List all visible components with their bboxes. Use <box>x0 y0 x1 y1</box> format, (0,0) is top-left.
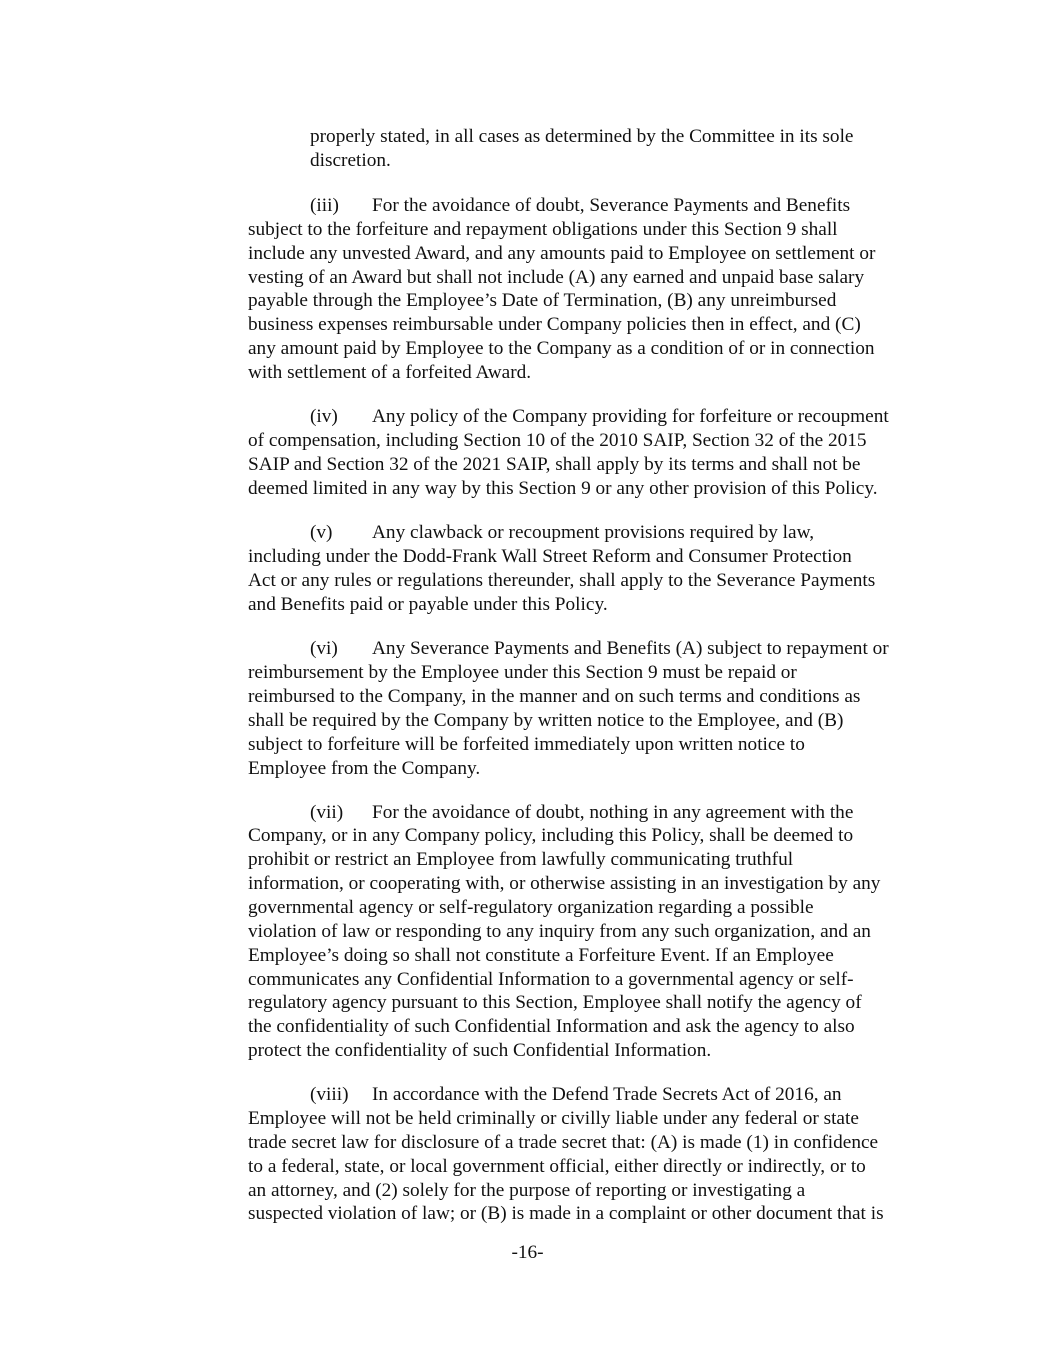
paragraph-number: (iii) <box>310 195 339 216</box>
paragraph-line: of compensation, including Section 10 of the 2010 SAIP, Section 32 of the 2015 <box>248 430 867 451</box>
paragraph-line: regulatory agency pursuant to this Section, Employee shall notify the agency of <box>248 992 862 1013</box>
paragraph-line: payable through the Employee’s Date of Termination, (B) any unreimbursed <box>248 290 837 311</box>
page-number: -16- <box>511 1242 544 1263</box>
paragraph-line: violation of law or responding to any inquiry from any such organization, and an <box>248 921 871 942</box>
paragraph-line: reimbursed to the Company, in the manner and on such terms and conditions as <box>248 686 861 707</box>
paragraph-text: For the avoidance of doubt, Severance Payments and Benefits <box>372 195 851 216</box>
paragraph-line: Act or any rules or regulations thereunder, shall apply to the Severance Payments <box>248 570 876 591</box>
paragraph-line: prohibit or restrict an Employee from lawfully communicating truthful <box>248 849 794 870</box>
paragraph-text: Any policy of the Company providing for forfeiture or recoupment <box>372 406 889 427</box>
paragraph-text: In accordance with the Defend Trade Secrets Act of 2016, an <box>372 1084 842 1105</box>
paragraph-line: SAIP and Section 32 of the 2021 SAIP, shall apply by its terms and shall not be <box>248 454 861 475</box>
paragraph-line: Employee’s doing so shall not constitute a Forfeiture Event. If an Employee <box>248 945 834 966</box>
paragraph-number: (viii) <box>310 1084 349 1105</box>
paragraph-text: Any clawback or recoupment provisions required by law, <box>372 522 815 543</box>
paragraph-line: an attorney, and (2) solely for the purpose of reporting or investigating a <box>248 1180 806 1201</box>
paragraph-line: any amount paid by Employee to the Company as a condition of or in connection <box>248 338 875 359</box>
paragraph-line: subject to forfeiture will be forfeited immediately upon written notice to <box>248 734 805 755</box>
paragraph-line: suspected violation of law; or (B) is made in a complaint or other document that is <box>248 1203 884 1224</box>
paragraph-line: and Benefits paid or payable under this Policy. <box>248 594 608 615</box>
paragraph-text: For the avoidance of doubt, nothing in any agreement with the <box>372 802 854 823</box>
paragraph-line: with settlement of a forfeited Award. <box>248 362 532 383</box>
paragraph-line: trade secret law for disclosure of a trade secret that: (A) is made (1) in confidence <box>248 1132 879 1153</box>
paragraph-line: Employee from the Company. <box>248 758 481 779</box>
paragraph-line: subject to the forfeiture and repayment obligations under this Section 9 shall <box>248 219 838 240</box>
paragraph-line: communicates any Confidential Information to a governmental agency or self- <box>248 969 854 990</box>
paragraph-text: Any Severance Payments and Benefits (A) subject to repayment or <box>372 638 889 659</box>
paragraph-line: business expenses reimbursable under Company policies then in effect, and (C) <box>248 314 861 335</box>
paragraph-number: (vi) <box>310 638 338 659</box>
paragraph-line: Company, or in any Company policy, including this Policy, shall be deemed to <box>248 825 854 846</box>
paragraph-line: to a federal, state, or local government official, either directly or indirectly, or to <box>248 1156 866 1177</box>
paragraph-number: (iv) <box>310 406 338 427</box>
paragraph-line: including under the Dodd-Frank Wall Street Reform and Consumer Protection <box>248 546 852 567</box>
paragraph-number: (vii) <box>310 802 344 823</box>
paragraph-line: vesting of an Award but shall not include (A) any earned and unpaid base salary <box>248 267 865 288</box>
paragraph-line: Employee will not be held criminally or civilly liable under any federal or state <box>248 1108 859 1129</box>
paragraph-number: (v) <box>310 522 333 543</box>
paragraph-line: information, or cooperating with, or otherwise assisting in an investigation by any <box>248 873 881 894</box>
paragraph-line: the confidentiality of such Confidential Information and ask the agency to also <box>248 1016 855 1037</box>
paragraph-line: protect the confidentiality of such Confidential Information. <box>248 1040 712 1061</box>
paragraph-line: reimbursement by the Employee under this Section 9 must be repaid or <box>248 662 797 683</box>
continuation-line: discretion. <box>310 150 391 171</box>
paragraph-line: shall be required by the Company by written notice to the Employee, and (B) <box>248 710 844 731</box>
paragraph-line: governmental agency or self-regulatory organization regarding a possible <box>248 897 814 918</box>
continuation-line: properly stated, in all cases as determined by the Committee in its sole <box>310 126 854 147</box>
paragraph-line: deemed limited in any way by this Section 9 or any other provision of this Policy. <box>248 478 878 499</box>
paragraph-line: include any unvested Award, and any amounts paid to Employee on settlement or <box>248 243 876 264</box>
